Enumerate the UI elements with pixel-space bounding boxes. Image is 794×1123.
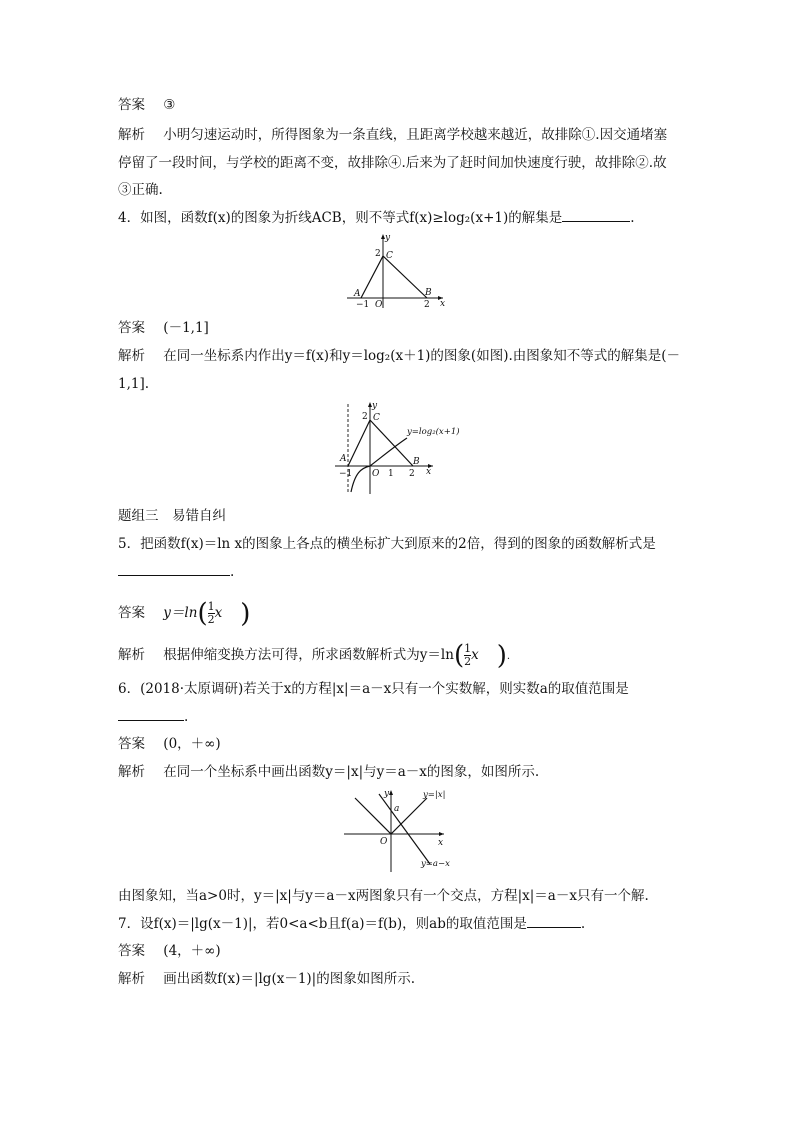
q6-blank-line — [118, 706, 188, 727]
q5-analysis-left-paren: ( — [453, 640, 465, 671]
q6-answer: (0，＋∞) — [163, 736, 221, 752]
q3-analysis-line1 — [118, 125, 667, 145]
fig1-point-a: A — [354, 289, 361, 299]
q4-figure-polyline — [345, 230, 450, 310]
q5-analysis-x: x — [471, 647, 479, 663]
fig2-tick-2x: 2 — [409, 469, 415, 479]
fig2-x-label: x — [426, 467, 432, 477]
fig2-curve-label: y=log₂(x+1) — [407, 427, 460, 437]
q4-analysis-text1: 在同一坐标系内作出y＝f(x)和y＝log₂(x＋1)的图象(如图).由图象知不等式的解集是(－ — [163, 348, 681, 364]
q5-stem: 5．把函数f(x)＝ln x的图象上各点的横坐标扩大到原来的2倍，得到的图象的函数解析式是 — [118, 536, 656, 552]
fig2-tick-1: 1 — [388, 469, 394, 479]
log-curve — [351, 438, 407, 492]
q3-analysis-line2: 停留了一段时间，与学校的距离不变，故排除④.后来为了赶时间加快速度行驶，故排除②.故 — [118, 155, 667, 171]
q6-blank — [118, 706, 184, 721]
answer-label: 答案 — [118, 605, 145, 621]
analysis-label: 解析 — [118, 127, 145, 143]
q6-analysis-line — [118, 762, 539, 782]
q7-stem-text: 7．设f(x)＝|lg(x－1)|，若0<a<b且f(a)＝f(b)，则ab的取值范围是 — [118, 916, 527, 932]
x-axis-arrow — [439, 832, 444, 836]
analysis-label: 解析 — [118, 764, 145, 780]
fig1-tick-2: 2 — [375, 249, 381, 259]
q3-analysis-line3: ③正确. — [118, 182, 163, 198]
q3-answer-line — [118, 95, 175, 115]
fig2-tick-neg1: −1 — [339, 469, 353, 479]
q4-stem-text: 4．如图，函数f(x)的图象为折线ACB，则不等式f(x)≥log₂(x+1)的解集是 — [118, 210, 563, 226]
polyline-acb — [348, 420, 413, 466]
q3-analysis-text1: 小明匀速运动时，所得图象为一条直线，且距离学校越来越近，故排除①.因交通堵塞 — [163, 127, 668, 143]
answer-label: 答案 — [118, 943, 145, 959]
q4-analysis-line2: 1,1]. — [118, 376, 150, 392]
q4-analysis-line1 — [118, 346, 680, 366]
q5-analysis-line — [118, 640, 510, 670]
q5-left-paren: ( — [197, 598, 208, 629]
q7-analysis-line — [118, 969, 415, 989]
q5-stem-end: . — [230, 564, 235, 580]
answer-label: 答案 — [118, 736, 145, 752]
q7-stem-end: . — [580, 916, 586, 932]
fig1-y-label: y — [385, 233, 391, 243]
q5-analysis-end: . — [506, 651, 511, 662]
q4-blank — [562, 207, 630, 222]
fig2-point-c: C — [373, 413, 380, 423]
analysis-label: 解析 — [118, 647, 145, 663]
q5-frac-den: 2 — [207, 613, 215, 626]
q5-blank-line — [118, 561, 234, 582]
q5-fraction — [208, 601, 215, 626]
fig1-point-c: C — [386, 251, 393, 261]
q7-answer: (4，＋∞) — [163, 943, 221, 959]
y-axis-arrow — [389, 790, 393, 795]
fig2-origin: O — [372, 469, 380, 479]
q5-analysis-frac-den: 2 — [464, 655, 472, 668]
fig2-y-label: y — [372, 401, 378, 411]
q6-conclusion: 由图象知，当a>0时，y＝|x|与y＝a－x两图象只有一个交点，方程|x|＝a－x只有一个解. — [118, 888, 649, 904]
q5-answer-line — [118, 598, 250, 628]
fig2-point-b: B — [413, 457, 420, 467]
fig2-tick-2: 2 — [362, 412, 368, 422]
q4-stem-end: . — [630, 210, 635, 226]
answer-label: 答案 — [118, 320, 145, 336]
fig1-point-b: B — [425, 288, 432, 298]
q6-stem: 6．(2018·太原调研)若关于x的方程|x|＝a－x只有一个实数解，则实数a的取值范围是 — [118, 681, 629, 697]
analysis-label: 解析 — [118, 971, 145, 987]
q3-answer: ③ — [163, 97, 176, 113]
fig3-origin: O — [380, 837, 388, 847]
q6-stem-end: . — [184, 709, 189, 725]
q5-answer-pre: y＝ln — [163, 605, 198, 621]
q4-stem — [118, 207, 635, 228]
fig3-abs-label: y=|x| — [423, 790, 446, 800]
q4-answer: (－1,1] — [163, 320, 209, 336]
fig3-line-label: y=a−x — [421, 859, 450, 869]
q5-answer-x: x — [214, 605, 223, 621]
fig3-a-label: a — [394, 804, 400, 814]
group3-heading: 题组三 易错自纠 — [118, 508, 226, 524]
fig2-point-a: A — [340, 454, 347, 464]
q5-analysis-frac-num: 1 — [464, 642, 472, 655]
q7-stem — [118, 913, 585, 934]
fig1-tick-neg1: −1 — [356, 300, 370, 310]
q6-answer-line — [118, 734, 221, 754]
q5-right-paren: ) — [240, 598, 251, 629]
q7-answer-line — [118, 941, 221, 961]
fig1-origin: O — [375, 300, 383, 310]
q5-blank — [118, 561, 230, 576]
q7-analysis-text: 画出函数f(x)＝|lg(x－1)|的图象如图所示. — [163, 971, 416, 987]
answer-label: 答案 — [118, 97, 145, 113]
q5-frac-num: 1 — [207, 600, 215, 613]
fig3-y-label: y — [384, 789, 390, 799]
fig3-x-label: x — [438, 838, 444, 848]
analysis-label: 解析 — [118, 348, 145, 364]
q5-analysis-text: 根据伸缩变换方法可得，所求函数解析式为y＝ln — [163, 647, 454, 663]
polyline-acb — [361, 256, 427, 298]
q7-blank — [527, 913, 581, 928]
fig1-x-label: x — [440, 299, 446, 309]
q6-analysis-text: 在同一个坐标系中画出函数y＝|x|与y＝a－x的图象，如图所示. — [163, 764, 540, 780]
q6-figure-abs — [340, 786, 460, 874]
q4-figure-log — [333, 398, 460, 496]
fig1-tick-2x: 2 — [424, 300, 430, 310]
q5-analysis-right-paren: ) — [496, 640, 507, 671]
q4-answer-line — [118, 318, 209, 338]
